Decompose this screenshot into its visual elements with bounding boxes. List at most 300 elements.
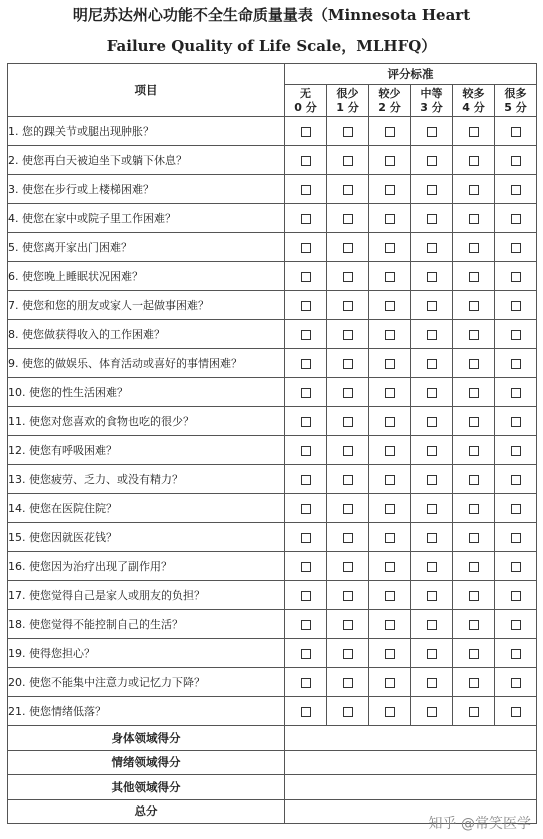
score-cell	[327, 581, 369, 610]
score-cell	[369, 146, 411, 175]
score-cell	[411, 117, 453, 146]
score-cell	[285, 610, 327, 639]
score-checkbox[interactable]	[343, 359, 353, 369]
score-checkbox[interactable]	[427, 185, 437, 195]
score-cell	[453, 407, 495, 436]
score-checkbox[interactable]	[469, 620, 479, 630]
column-header-item: 项目	[8, 64, 285, 117]
score-checkbox[interactable]	[511, 678, 521, 688]
score-checkbox[interactable]	[385, 127, 395, 137]
score-cell	[327, 552, 369, 581]
question-text: 9. 使您的做娱乐、体育活动或喜好的事情困难？	[8, 349, 285, 378]
score-cell	[495, 552, 537, 581]
score-checkbox[interactable]	[511, 707, 521, 717]
score-checkbox[interactable]	[511, 446, 521, 456]
score-cell	[495, 494, 537, 523]
question-row	[8, 581, 537, 610]
score-cell	[285, 697, 327, 726]
score-checkbox[interactable]	[511, 301, 521, 311]
score-cell	[453, 436, 495, 465]
question-row	[8, 146, 537, 175]
question-text: 16. 使您因为治疗出现了副作用？	[8, 552, 285, 581]
score-cell	[327, 117, 369, 146]
score-checkbox[interactable]	[343, 127, 353, 137]
score-checkbox[interactable]	[343, 678, 353, 688]
score-checkbox[interactable]	[469, 504, 479, 514]
question-row	[8, 175, 537, 204]
title-line-2: Failure Quality of Life Scale，MLHFQ）	[106, 37, 437, 55]
score-checkbox[interactable]	[469, 359, 479, 369]
score-checkbox[interactable]	[301, 504, 311, 514]
score-cell	[495, 175, 537, 204]
score-cell	[369, 581, 411, 610]
score-cell	[411, 610, 453, 639]
summary-label: 其他领域得分	[8, 775, 285, 800]
score-cell	[285, 175, 327, 204]
option-label: 较少	[378, 86, 401, 100]
score-cell	[453, 697, 495, 726]
score-cell	[411, 233, 453, 262]
question-row	[8, 291, 537, 320]
score-checkbox[interactable]	[343, 504, 353, 514]
question-row	[8, 204, 537, 233]
score-checkbox[interactable]	[469, 417, 479, 427]
score-checkbox[interactable]	[301, 562, 311, 572]
summary-score-field[interactable]	[285, 726, 537, 751]
score-checkbox[interactable]	[511, 475, 521, 485]
score-checkbox[interactable]	[343, 446, 353, 456]
score-checkbox[interactable]	[511, 504, 521, 514]
score-cell	[411, 175, 453, 204]
score-checkbox[interactable]	[427, 301, 437, 311]
score-checkbox[interactable]	[427, 156, 437, 166]
score-checkbox[interactable]	[385, 475, 395, 485]
score-cell	[327, 407, 369, 436]
score-cell	[495, 610, 537, 639]
score-checkbox[interactable]	[511, 330, 521, 340]
summary-score-field[interactable]	[285, 750, 537, 775]
score-cell	[453, 552, 495, 581]
score-checkbox[interactable]	[385, 504, 395, 514]
score-checkbox[interactable]	[343, 620, 353, 630]
score-checkbox[interactable]	[511, 620, 521, 630]
score-checkbox[interactable]	[427, 330, 437, 340]
score-cell	[453, 610, 495, 639]
question-text: 18. 使您觉得不能控制自己的生活？	[8, 610, 285, 639]
score-checkbox[interactable]	[469, 707, 479, 717]
score-cell	[285, 407, 327, 436]
score-cell	[327, 204, 369, 233]
score-cell	[327, 697, 369, 726]
mlhfq-form-table	[7, 63, 537, 824]
score-cell	[327, 668, 369, 697]
score-cell	[495, 262, 537, 291]
question-row	[8, 639, 537, 668]
score-cell	[453, 639, 495, 668]
score-checkbox[interactable]	[427, 272, 437, 282]
score-checkbox[interactable]	[343, 388, 353, 398]
score-checkbox[interactable]	[385, 707, 395, 717]
score-checkbox[interactable]	[469, 562, 479, 572]
score-cell	[495, 349, 537, 378]
score-cell	[285, 204, 327, 233]
score-cell	[411, 639, 453, 668]
score-checkbox[interactable]	[385, 678, 395, 688]
score-cell	[453, 465, 495, 494]
option-header	[369, 85, 411, 117]
score-checkbox[interactable]	[511, 591, 521, 601]
score-checkbox[interactable]	[511, 243, 521, 253]
score-cell	[285, 262, 327, 291]
option-score: 3 分	[420, 100, 443, 114]
score-checkbox[interactable]	[301, 301, 311, 311]
column-header-scoring: 评分标准	[285, 64, 537, 85]
score-cell	[285, 436, 327, 465]
score-checkbox[interactable]	[511, 533, 521, 543]
score-checkbox[interactable]	[301, 475, 311, 485]
score-checkbox[interactable]	[385, 359, 395, 369]
score-cell	[453, 581, 495, 610]
score-checkbox[interactable]	[343, 185, 353, 195]
score-checkbox[interactable]	[427, 243, 437, 253]
score-checkbox[interactable]	[469, 388, 479, 398]
summary-label: 总分	[8, 799, 285, 824]
question-row	[8, 378, 537, 407]
score-cell	[327, 465, 369, 494]
score-cell	[285, 668, 327, 697]
score-cell	[453, 146, 495, 175]
score-cell	[495, 146, 537, 175]
score-checkbox[interactable]	[343, 330, 353, 340]
score-cell	[453, 494, 495, 523]
score-checkbox[interactable]	[511, 562, 521, 572]
score-cell	[495, 581, 537, 610]
score-checkbox[interactable]	[511, 272, 521, 282]
score-checkbox[interactable]	[301, 214, 311, 224]
score-checkbox[interactable]	[343, 156, 353, 166]
option-header	[411, 85, 453, 117]
score-cell	[453, 204, 495, 233]
score-checkbox[interactable]	[385, 185, 395, 195]
score-cell	[495, 320, 537, 349]
question-row	[8, 523, 537, 552]
score-cell	[495, 436, 537, 465]
score-checkbox[interactable]	[343, 301, 353, 311]
score-cell	[453, 523, 495, 552]
score-cell	[495, 204, 537, 233]
score-cell	[285, 146, 327, 175]
score-cell	[411, 552, 453, 581]
score-checkbox[interactable]	[511, 388, 521, 398]
score-checkbox[interactable]	[343, 214, 353, 224]
question-text: 2. 使您再白天被迫坐下或躺下休息？	[8, 146, 285, 175]
question-row	[8, 117, 537, 146]
score-checkbox[interactable]	[301, 359, 311, 369]
score-checkbox[interactable]	[469, 243, 479, 253]
score-checkbox[interactable]	[427, 446, 437, 456]
score-checkbox[interactable]	[385, 533, 395, 543]
score-checkbox[interactable]	[343, 272, 353, 282]
score-cell	[285, 494, 327, 523]
score-cell	[327, 349, 369, 378]
score-checkbox[interactable]	[301, 707, 311, 717]
score-checkbox[interactable]	[427, 533, 437, 543]
score-cell	[495, 378, 537, 407]
summary-label: 情绪领域得分	[8, 750, 285, 775]
option-score: 2 分	[378, 100, 401, 114]
score-cell	[327, 320, 369, 349]
score-checkbox[interactable]	[511, 417, 521, 427]
score-cell	[369, 204, 411, 233]
score-cell	[327, 436, 369, 465]
score-checkbox[interactable]	[427, 388, 437, 398]
score-cell	[369, 233, 411, 262]
score-cell	[327, 639, 369, 668]
score-cell	[453, 233, 495, 262]
score-checkbox[interactable]	[427, 707, 437, 717]
question-text: 20. 使您不能集中注意力或记忆力下降？	[8, 668, 285, 697]
score-checkbox[interactable]	[385, 156, 395, 166]
score-cell	[369, 610, 411, 639]
score-cell	[411, 262, 453, 291]
score-checkbox[interactable]	[385, 330, 395, 340]
score-cell	[453, 378, 495, 407]
question-row	[8, 320, 537, 349]
summary-row	[8, 726, 537, 751]
score-checkbox[interactable]	[469, 330, 479, 340]
question-text: 3. 使您在步行或上楼梯困难？	[8, 175, 285, 204]
score-cell	[411, 320, 453, 349]
score-checkbox[interactable]	[301, 446, 311, 456]
score-cell	[327, 494, 369, 523]
score-checkbox[interactable]	[301, 185, 311, 195]
score-cell	[369, 349, 411, 378]
score-checkbox[interactable]	[469, 185, 479, 195]
score-checkbox[interactable]	[427, 591, 437, 601]
score-checkbox[interactable]	[469, 678, 479, 688]
option-score: 4 分	[462, 100, 485, 114]
score-checkbox[interactable]	[301, 678, 311, 688]
score-cell	[285, 552, 327, 581]
question-text: 6. 使您晚上睡眠状况困难？	[8, 262, 285, 291]
score-cell	[411, 697, 453, 726]
score-checkbox[interactable]	[427, 417, 437, 427]
score-checkbox[interactable]	[511, 649, 521, 659]
question-text: 8. 使您做获得收入的工作困难？	[8, 320, 285, 349]
question-row	[8, 610, 537, 639]
score-checkbox[interactable]	[301, 388, 311, 398]
score-cell	[495, 117, 537, 146]
score-cell	[369, 436, 411, 465]
score-cell	[369, 552, 411, 581]
score-cell	[453, 117, 495, 146]
score-checkbox[interactable]	[343, 243, 353, 253]
question-text: 13. 使您疲劳、乏力、或没有精力？	[8, 465, 285, 494]
score-cell	[369, 175, 411, 204]
score-checkbox[interactable]	[427, 678, 437, 688]
score-checkbox[interactable]	[385, 649, 395, 659]
score-cell	[285, 291, 327, 320]
score-checkbox[interactable]	[427, 562, 437, 572]
score-cell	[285, 465, 327, 494]
score-cell	[285, 378, 327, 407]
score-checkbox[interactable]	[301, 533, 311, 543]
summary-score-field[interactable]	[285, 775, 537, 800]
summary-row	[8, 750, 537, 775]
score-checkbox[interactable]	[343, 562, 353, 572]
score-cell	[369, 668, 411, 697]
score-cell	[411, 204, 453, 233]
score-checkbox[interactable]	[469, 301, 479, 311]
option-label: 无	[300, 86, 311, 100]
score-checkbox[interactable]	[427, 620, 437, 630]
question-text: 14. 使您在医院住院？	[8, 494, 285, 523]
question-row	[8, 436, 537, 465]
score-checkbox[interactable]	[469, 156, 479, 166]
score-cell	[453, 291, 495, 320]
score-checkbox[interactable]	[511, 214, 521, 224]
score-checkbox[interactable]	[469, 272, 479, 282]
option-score: 1 分	[336, 100, 359, 114]
score-checkbox[interactable]	[469, 127, 479, 137]
score-checkbox[interactable]	[469, 533, 479, 543]
option-header	[285, 85, 327, 117]
score-cell	[495, 668, 537, 697]
score-checkbox[interactable]	[343, 649, 353, 659]
score-cell	[411, 378, 453, 407]
score-checkbox[interactable]	[301, 127, 311, 137]
score-checkbox[interactable]	[385, 243, 395, 253]
score-cell	[411, 291, 453, 320]
score-checkbox[interactable]	[385, 417, 395, 427]
score-checkbox[interactable]	[343, 417, 353, 427]
score-checkbox[interactable]	[301, 156, 311, 166]
score-checkbox[interactable]	[385, 301, 395, 311]
summary-label: 身体领域得分	[8, 726, 285, 751]
summary-row	[8, 775, 537, 800]
score-cell	[327, 610, 369, 639]
score-cell	[327, 523, 369, 552]
score-cell	[327, 175, 369, 204]
score-checkbox[interactable]	[385, 562, 395, 572]
score-checkbox[interactable]	[469, 475, 479, 485]
score-cell	[285, 639, 327, 668]
option-label: 很少	[336, 86, 359, 100]
question-text: 1. 您的踝关节或腿出现肿胀？	[8, 117, 285, 146]
score-cell	[495, 233, 537, 262]
score-checkbox[interactable]	[469, 446, 479, 456]
question-row	[8, 552, 537, 581]
score-checkbox[interactable]	[511, 185, 521, 195]
score-checkbox[interactable]	[301, 591, 311, 601]
score-cell	[411, 349, 453, 378]
score-checkbox[interactable]	[469, 214, 479, 224]
score-checkbox[interactable]	[343, 475, 353, 485]
score-cell	[369, 697, 411, 726]
score-checkbox[interactable]	[343, 533, 353, 543]
option-score: 0 分	[294, 100, 317, 114]
score-checkbox[interactable]	[511, 127, 521, 137]
score-checkbox[interactable]	[343, 707, 353, 717]
score-checkbox[interactable]	[343, 591, 353, 601]
score-cell	[285, 581, 327, 610]
score-checkbox[interactable]	[385, 214, 395, 224]
question-row	[8, 349, 537, 378]
score-checkbox[interactable]	[427, 127, 437, 137]
option-header	[495, 85, 537, 117]
score-checkbox[interactable]	[385, 446, 395, 456]
score-checkbox[interactable]	[427, 475, 437, 485]
question-row	[8, 407, 537, 436]
score-checkbox[interactable]	[385, 620, 395, 630]
score-checkbox[interactable]	[301, 330, 311, 340]
score-checkbox[interactable]	[385, 591, 395, 601]
score-checkbox[interactable]	[385, 388, 395, 398]
score-cell	[495, 697, 537, 726]
score-cell	[369, 494, 411, 523]
score-checkbox[interactable]	[427, 504, 437, 514]
score-cell	[369, 378, 411, 407]
score-cell	[411, 407, 453, 436]
question-row	[8, 668, 537, 697]
question-text: 7. 使您和您的朋友或家人一起做事困难？	[8, 291, 285, 320]
score-cell	[285, 320, 327, 349]
score-cell	[453, 175, 495, 204]
watermark-text: 知乎 @常笑医学	[428, 816, 531, 832]
score-checkbox[interactable]	[469, 591, 479, 601]
score-cell	[495, 639, 537, 668]
score-cell	[453, 262, 495, 291]
score-cell	[285, 117, 327, 146]
score-cell	[327, 262, 369, 291]
score-cell	[285, 349, 327, 378]
score-cell	[411, 465, 453, 494]
option-label: 很多	[504, 86, 527, 100]
score-checkbox[interactable]	[301, 649, 311, 659]
question-text: 17. 使您觉得自己是家人或朋友的负担？	[8, 581, 285, 610]
score-cell	[411, 146, 453, 175]
score-checkbox[interactable]	[301, 620, 311, 630]
score-cell	[495, 291, 537, 320]
score-checkbox[interactable]	[385, 272, 395, 282]
score-cell	[369, 320, 411, 349]
score-cell	[453, 349, 495, 378]
score-checkbox[interactable]	[427, 214, 437, 224]
score-cell	[411, 523, 453, 552]
score-cell	[369, 291, 411, 320]
score-cell	[411, 494, 453, 523]
score-checkbox[interactable]	[301, 243, 311, 253]
score-checkbox[interactable]	[301, 417, 311, 427]
score-cell	[327, 378, 369, 407]
question-text: 15. 使您因就医花钱？	[8, 523, 285, 552]
question-text: 21. 使您情绪低落？	[8, 697, 285, 726]
score-checkbox[interactable]	[427, 359, 437, 369]
score-cell	[411, 436, 453, 465]
score-checkbox[interactable]	[511, 359, 521, 369]
score-cell	[285, 523, 327, 552]
score-checkbox[interactable]	[469, 649, 479, 659]
option-label: 较多	[462, 86, 485, 100]
score-checkbox[interactable]	[511, 156, 521, 166]
score-checkbox[interactable]	[427, 649, 437, 659]
score-cell	[369, 407, 411, 436]
option-score: 5 分	[504, 100, 527, 114]
question-row	[8, 697, 537, 726]
score-cell	[369, 639, 411, 668]
score-checkbox[interactable]	[301, 272, 311, 282]
question-text: 19. 使得您担心？	[8, 639, 285, 668]
